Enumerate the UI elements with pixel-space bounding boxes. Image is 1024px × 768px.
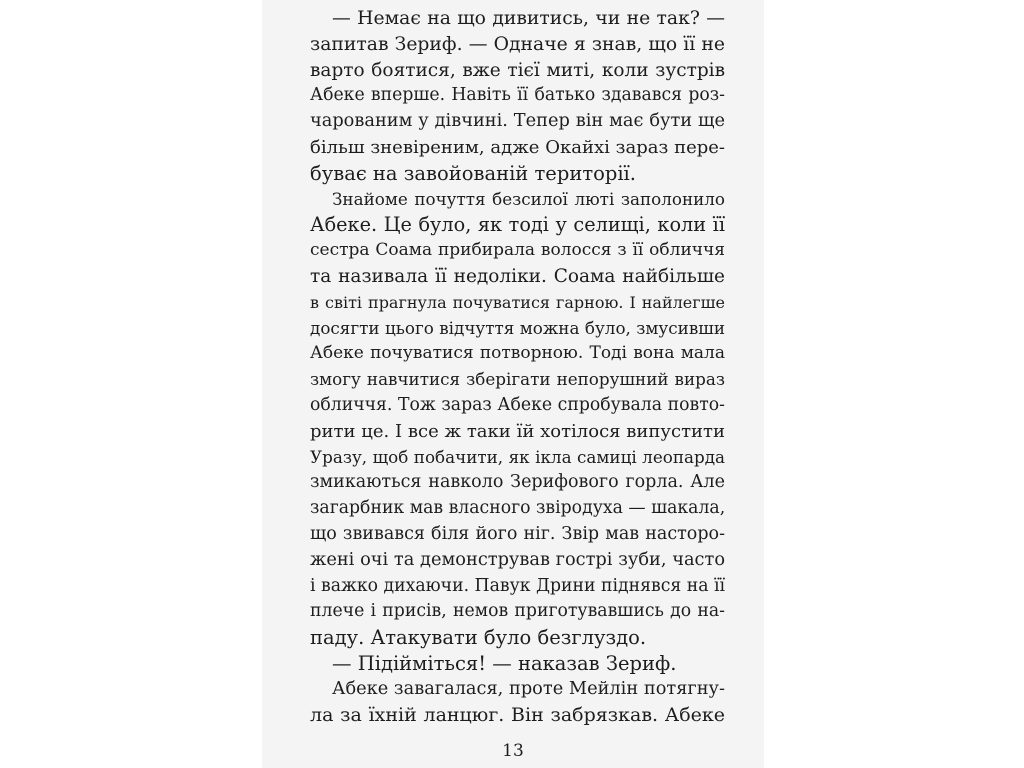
text-line: рити це. І все ж таки їй хотілося випустити: [310, 420, 725, 442]
text-line: сестра Соама прибирала волосся з її обличчя: [310, 240, 725, 261]
text-line: змогу навчитися зберігати непорушний вираз: [310, 369, 725, 390]
text-line: обличчя. Тож зараз Абеке спробувала повто-: [310, 394, 725, 415]
paragraph: [310, 6, 725, 187]
paragraph: [310, 187, 725, 651]
text-line: та називала її недоліки. Соама найбільше: [310, 265, 725, 287]
text-line: Знайоме почуття безсилої люті заполонило: [332, 188, 725, 209]
text-line: ла за їхній ланцюг. Він забрязкав. Абеке: [310, 703, 725, 726]
text-line: і важко дихаючи. Павук Дрини піднявся на її: [310, 575, 725, 596]
text-line: загарбник мав власного звіродуха — шакала,: [310, 498, 725, 519]
text-line: в світі прагнула почуватися гарною. І найлегше: [310, 292, 725, 312]
text-line: Абеке вперше. Навіть її батько здавався роз-: [310, 85, 725, 106]
book-page: [262, 0, 764, 768]
page-number: 13: [502, 741, 524, 761]
text-line: — Підійміться! — наказав Зериф.: [332, 651, 677, 675]
text-line: більш зневіреним, адже Окайхі зараз пере-: [310, 136, 725, 158]
text-line: Уразу, щоб побачити, як ікла самиці леопарда: [310, 446, 725, 467]
text-line: жені очі та демонстрував гострі зуби, часто: [310, 549, 725, 570]
text-line: варто боятися, вже тієї миті, коли зустрів: [310, 59, 725, 81]
text-line: паду. Атакувати було безглуздо.: [310, 626, 647, 650]
text-line: чарованим у дівчині. Тепер він має бути ще: [310, 111, 725, 132]
text-line: що звивався біля його ніг. Звір мав насторо-: [310, 523, 725, 544]
text-line: Абеке почуватися потворною. Тоді вона мала: [310, 343, 725, 364]
text-line: буває на завойованій території.: [310, 161, 636, 185]
paragraph: [310, 677, 725, 729]
paragraph: [310, 651, 725, 677]
text-line: плече і присів, немов приготувавшись до на-: [310, 601, 725, 622]
text-line: досягти цього відчуття можна було, змусивши: [310, 317, 725, 338]
body-text: [310, 6, 725, 728]
text-line: — Немає на що дивитись, чи не так? —: [332, 8, 725, 29]
text-line: Абеке завагалася, проте Мейлін потягну-: [332, 678, 725, 699]
text-line: Абеке. Це було, як тоді у селищі, коли її: [310, 213, 725, 237]
text-line: змикаються навколо Зерифового горла. Але: [310, 472, 725, 493]
text-line: запитав Зериф. — Одначе я знав, що її не: [310, 33, 725, 55]
